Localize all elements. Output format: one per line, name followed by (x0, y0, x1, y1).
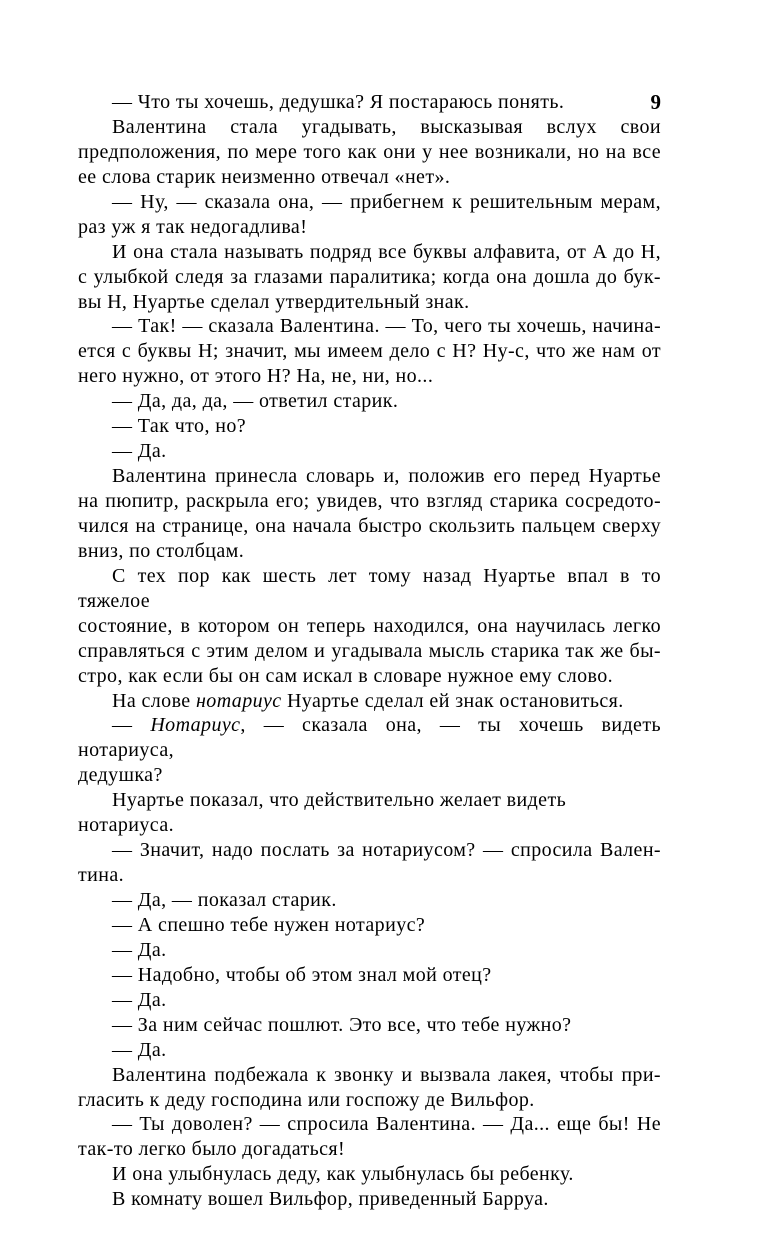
text-line (78, 863, 661, 888)
text-segment: — А спешно тебе нужен нотариус? (112, 913, 426, 936)
text-segment: Валентина стала угадывать, высказывая вслух свои (112, 115, 661, 138)
text-segment: Валентина принесла словарь и, положив его перед Нуартье (112, 465, 661, 488)
text-line (78, 290, 661, 315)
paragraph (78, 1063, 661, 1113)
paragraph (78, 1038, 661, 1063)
text-line (78, 190, 661, 215)
paragraph (78, 1112, 661, 1162)
text-line (78, 115, 661, 140)
text-line (78, 1137, 661, 1162)
text-segment: На слове (112, 689, 196, 712)
text-line (78, 439, 661, 464)
text-line (78, 1088, 661, 1113)
text-line (78, 90, 661, 115)
text-line (78, 1187, 661, 1212)
text-segment: Валентина подбежала к звонку и вызвала лакея, чтобы при- (112, 1063, 661, 1086)
text-segment: — Да. (112, 440, 167, 463)
text-line (78, 713, 661, 763)
text-line (78, 1112, 661, 1137)
paragraph (78, 90, 661, 115)
paragraph (78, 389, 661, 414)
text-segment: — (112, 714, 151, 737)
text-line (78, 414, 661, 439)
paragraph (78, 888, 661, 913)
text-line (78, 963, 661, 988)
text-segment: дедушка? (78, 764, 163, 787)
text-segment: стро, как если бы он сам искал в словаре нужное ему слово. (78, 664, 614, 687)
paragraph (78, 414, 661, 439)
text-block (78, 90, 661, 1212)
text-line (78, 339, 661, 364)
text-line (78, 664, 661, 689)
paragraph (78, 439, 661, 464)
text-segment: — Что ты хочешь, дедушка? Я постараюсь понять. (112, 91, 565, 113)
text-segment: вниз, по столбцам. (78, 539, 245, 562)
text-segment: — За ним сейчас пошлют. Это все, что тебе нужно? (112, 1013, 572, 1036)
paragraph (78, 963, 661, 988)
text-segment: чился на странице, она начала быстро скользить пальцем сверху (78, 514, 661, 537)
text-segment: вы Н, Нуартье сделал утвердительный знак. (78, 290, 470, 313)
text-segment: И она улыбнулась деду, как улыбнулась бы ребенку. (112, 1163, 574, 1186)
text-segment: на пюпитр, раскрыла его; увидев, что взгляд старика сосредото- (78, 490, 661, 512)
text-segment: состояние, в котором он теперь находился, она научилась легко (78, 614, 661, 637)
text-segment: предположения, по мере того как они у нее возникали, но на все (78, 140, 661, 163)
text-segment: — Да. (112, 1038, 167, 1061)
text-line (78, 838, 661, 863)
text-segment: В комнату вошел Вильфор, приведенный Барруа. (112, 1188, 549, 1211)
text-segment: — Да, да, да, — ответил старик. (112, 390, 399, 413)
text-segment: ется с буквы Н; значит, мы имеем дело с Н? Ну-с, что же нам от (78, 340, 661, 363)
text-segment: ее слова старик неизменно отвечал «нет». (78, 165, 451, 188)
paragraph (78, 988, 661, 1013)
text-line (78, 913, 661, 938)
paragraph (78, 713, 661, 788)
text-segment: — Да. (112, 988, 167, 1011)
text-line (78, 1162, 661, 1187)
text-segment: тина. (78, 864, 125, 887)
text-segment: Нуартье показал, что действительно желает видеть нотариуса. (78, 789, 567, 837)
text-line (78, 564, 661, 614)
text-line (78, 938, 661, 963)
text-segment: — Да. (112, 938, 167, 961)
text-segment: — Ну, — сказала она, — прибегнем к решительным мерам, (112, 190, 661, 213)
text-line (78, 464, 661, 489)
paragraph (78, 314, 661, 389)
text-line (78, 240, 661, 265)
text-segment: гласить к деду господина или госпожу де Вильфор. (78, 1088, 535, 1111)
text-line (78, 489, 661, 514)
text-line (78, 614, 661, 639)
page-number: 9 (650, 90, 661, 114)
text-line (78, 314, 661, 339)
text-line (78, 763, 661, 788)
text-line (78, 1038, 661, 1063)
text-line (78, 140, 661, 165)
paragraph (78, 938, 661, 963)
paragraph (78, 913, 661, 938)
text-line (78, 364, 661, 389)
text-line (78, 788, 661, 838)
text-line (78, 639, 661, 664)
paragraph (78, 115, 661, 190)
text-segment: — Надобно, чтобы об этом знал мой отец? (112, 963, 492, 986)
paragraph (78, 788, 661, 838)
text-line (78, 1063, 661, 1088)
text-segment: С тех пор как шесть лет тому назад Нуартье впал в то тяжелое (78, 564, 661, 612)
text-line (78, 215, 661, 240)
text-segment: , — сказала она, — ты хочешь видеть нотариуса, (78, 714, 661, 762)
text-segment: него нужно, от этого Н? На, не, ни, но... (78, 365, 434, 388)
text-segment: с улыбкой следя за глазами паралитика; когда она дошла до бук- (78, 265, 661, 288)
text-segment: — Так! — сказала Валентина. — То, чего ты хочешь, начина- (112, 315, 661, 338)
text-line (78, 514, 661, 539)
paragraph (78, 838, 661, 888)
paragraph (78, 240, 661, 315)
text-segment: — Да, — показал старик. (112, 889, 337, 911)
text-segment: — Ты доволен? — спросила Валентина. — Да... еще бы! Не (112, 1113, 661, 1136)
text-line (78, 988, 661, 1013)
text-line (78, 689, 661, 714)
paragraph (78, 1187, 661, 1212)
text-line (78, 888, 661, 913)
text-segment: Нуартье сделал ей знак остановиться. (281, 689, 624, 712)
italic-text: Нотариус (150, 714, 241, 737)
paragraph (78, 464, 661, 564)
paragraph (78, 1013, 661, 1038)
text-line (78, 539, 661, 564)
text-segment: И она стала называть подряд все буквы алфавита, от А до Н, (112, 240, 661, 263)
text-segment: раз уж я так недогадлива! (78, 215, 308, 238)
text-segment: так-то легко было догадаться! (78, 1138, 346, 1161)
text-segment: — Значит, надо послать за нотариусом? — спросила Вален- (112, 839, 661, 862)
text-line (78, 389, 661, 414)
text-line (78, 1013, 661, 1038)
text-segment: справляться с этим делом и угадывала мысль старика так же бы- (78, 639, 661, 662)
italic-text: нотариус (195, 689, 282, 712)
paragraph (78, 689, 661, 714)
paragraph (78, 564, 661, 689)
text-segment: — Так что, но? (112, 415, 247, 438)
text-line (78, 265, 661, 290)
paragraph (78, 1162, 661, 1187)
paragraph (78, 190, 661, 240)
text-line (78, 165, 661, 190)
